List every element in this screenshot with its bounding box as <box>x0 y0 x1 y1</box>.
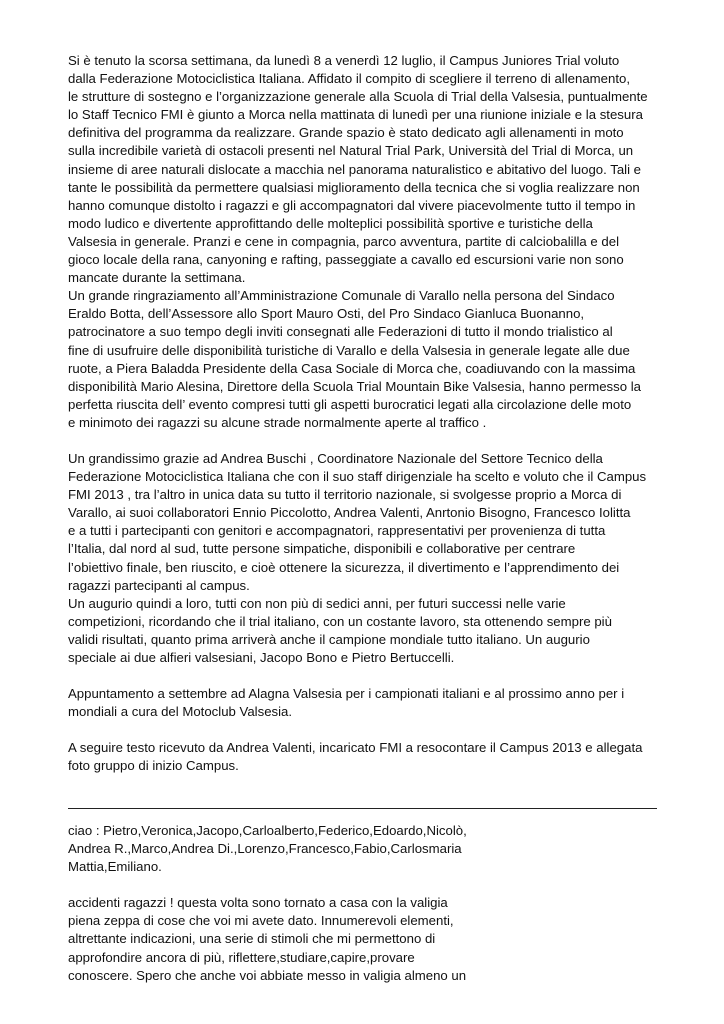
article-paragraph-intro-letter: A seguire testo ricevuto da Andrea Valenti, incaricato FMI a resocontare il Campus 2013 e allegata foto gruppo di inizio Campus. <box>68 740 643 774</box>
article-paragraph-thanks-buschi: Un grandissimo grazie ad Andrea Buschi , Coordinatore Nazionale del Settore Tecnico della Federazione Motociclistica Italiana che con il suo staff dirigenziale ha scelto e voluto che il Campus FMI 2013 , tra l’altro in unica data su tutto il territorio nazionale, si svolgesse proprio a Morca di Varallo, ai suoi collaboratori Ennio Piccolotto, Andrea Valenti, Anrtonio Bisogno, Francesco Iolitta e a tutti i partecipanti con genitori e accompagnatori, rappresentativi per provenienza di tutta l’Italia, dal nord al sud, tutte persone simpatiche, disponibili e collaborative per centrare l’obiettivo finale, ben riuscito, e cioè ottenere la sicurezza, il divertimento e l’apprendimento dei ragazzi partecipanti al campus. <box>68 450 647 593</box>
article-paragraph-thanks-administration: Un grande ringraziamento all’Amministrazione Comunale di Varallo nella persona del Sindaco Eraldo Botta, dell’Assessore allo Sport Mauro Osti, del Pro Sindaco Gianluca Buonanno, patrocinatore a suo tempo degli inviti consegnati alle Federazioni di tutto il mondo trialistico al fine di usufruire delle disponibilità turistiche di Varallo e della Valsesia in generale legate alle due ruote, a Piera Baladda Presidente della Casa Sociale di Morca che, coadiuvando con la massima disponibilità Mario Alesina, Direttore della Scuola Trial Mountain Bike Valsesia, hanno permesso la perfetta riuscita dell’ evento compresi tutti gli aspetti burocratici legati alla circolazione delle moto e minimoto dei ragazzi su alcune strade normalmente aperte al traffico . <box>68 288 641 430</box>
article-body <box>68 52 668 775</box>
paragraph-spacer <box>68 432 668 450</box>
letter-greeting: ciao : Pietro,Veronica,Jacopo,Carloalberto,Federico,Edoardo,Nicolò, Andrea R.,Marco,Andrea Di.,Lorenzo,Francesco,Fabio,Carlosmaria Mattia,Emiliano. <box>68 823 467 875</box>
article-paragraph-campus: Si è tenuto la scorsa settimana, da lunedì 8 a venerdì 12 luglio, il Campus Juniores Trial voluto dalla Federazione Motociclistica Italiana. Affidato il compito di scegliere il terreno di allenamento, le strutture di sostegno e l’organizzazione generale alla Scuola di Trial della Valsesia, puntualmente lo Staff Tecnico FMI è giunto a Morca nella mattinata di lunedì per una riunione iniziale e la stesura definitiva del programma da realizzare. Grande spazio è stato dedicato agli allenamenti in moto sulla incredibile varietà di ostacoli presenti nel Natural Trial Park, Università del Trial di Morca, un insieme di aree naturali dislocate a macchia nel panorama naturalistico e abitativo del luogo. Tali e tante le possibilità da permettere qualsiasi miglioramento della tecnica che si voglia realizzare non hanno comunque distolto i ragazzi e gli accompagnatori dal vivere piacevolmente tutto il tempo in modo ludico e divertente approfittando delle molteplici possibilità sportive e turistiche della Valsesia in generale. Pranzi e cene in compagnia, parco avventura, partite di calciobalilla e del gioco locale della rana, canyoning e rafting, passeggiate a cavallo ed escursioni varie non sono mancate durante la settimana. <box>68 53 648 286</box>
letter-paragraph: accidenti ragazzi ! questa volta sono tornato a casa con la valigia piena zeppa di cose che voi mi avete dato. Innumerevoli elementi, altrettante indicazioni, una serie di stimoli che mi permettono di approfondire ancora di più, riflettere,studiare,capire,provare conoscere. Spero che anche voi abbiate messo in valigia almeno un <box>68 895 467 983</box>
paragraph-spacer <box>68 721 668 739</box>
article-paragraph-appointment: Appuntamento a settembre ad Alagna Valsesia per i campionati italiani e al prossimo anno per i mondiali a cura del Motoclub Valsesia. <box>68 686 625 720</box>
section-divider <box>68 808 657 809</box>
paragraph-spacer <box>68 876 488 894</box>
article-paragraph-wishes: Un augurio quindi a loro, tutti con non più di sedici anni, per futuri successi nelle varie competizioni, ricordando che il trial italiano, con un costante lavoro, sta ottenendo sempre più validi risultati, quanto prima arriverà anche il campione mondiale tutto italiano. Un augurio speciale ai due alfieri valsesiani, Jacopo Bono e Pietro Bertuccelli. <box>68 595 612 665</box>
letter-body <box>68 822 488 985</box>
paragraph-spacer <box>68 667 668 685</box>
